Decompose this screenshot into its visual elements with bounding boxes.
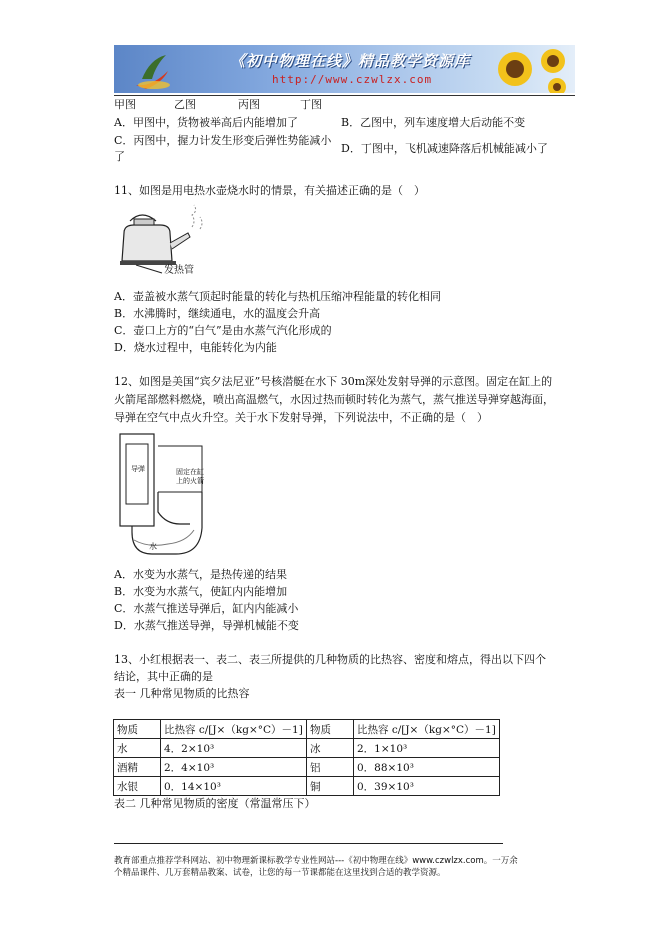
table-cell: 水 — [114, 739, 161, 758]
heating-tube-label: 发热管 — [164, 265, 194, 276]
rocket-label-line2: 上的火箭 — [176, 477, 204, 485]
footer-line1: 教育部重点推荐学科网站、初中物理新课标教学专业性网站---《初中物理在线》www.czwlzx.com。一万余 — [114, 856, 518, 866]
table1-title: 表一 几种常见物质的比热容 — [114, 687, 250, 700]
table-header-cell: 物质 — [307, 720, 354, 739]
banner-url: http://www.czwlzx.com — [272, 73, 433, 86]
submarine-missile-figure — [118, 432, 222, 568]
table-cell: 水银 — [114, 777, 161, 796]
q12-stem-line2: 火箭尾部燃料燃烧，喷出高温燃气，水因过热而顿时转化为蒸气，蒸气推送导弹穿越海面， — [114, 393, 554, 406]
table2-title: 表二 几种常见物质的密度（常温常压下） — [114, 797, 316, 810]
site-logo-icon — [132, 49, 176, 91]
water-label: 水 — [149, 542, 157, 551]
q11-stem: 11、如图是用电热水壶烧水时的情景，有关描述正确的是（ ） — [114, 184, 425, 197]
table-cell: 0．88×10³ — [354, 758, 500, 777]
table-row — [114, 777, 500, 796]
q10-option-c-cont: 了 — [114, 150, 125, 163]
table-cell: 酒精 — [114, 758, 161, 777]
table-cell: 4．2×10³ — [161, 739, 307, 758]
q10-option-b: B．乙图中，列车速度增大后动能不变 — [341, 116, 526, 129]
q10-option-d: D．丁图中，飞机减速降落后机械能减小了 — [341, 142, 548, 155]
banner-title: 《初中物理在线》精品教学资源库 — [230, 52, 471, 70]
table-header-row — [114, 720, 500, 739]
q13-stem-line1: 13、小红根据表一、表二、表三所提供的几种物质的比热容、密度和熔点，得出以下四个 — [114, 653, 546, 666]
q12-option-b: B．水变为水蒸气，使缸内内能增加 — [114, 585, 288, 598]
rocket-label-line1: 固定在缸 — [176, 468, 204, 476]
table-cell: 冰 — [307, 739, 354, 758]
q11-option-d: D．烧水过程中，电能转化为内能 — [114, 341, 277, 354]
missile-label: 导弹 — [131, 465, 145, 473]
fig-label-ding: 丁图 — [300, 98, 322, 111]
q12-stem-line3: 导弹在空气中点火升空。关于水下发射导弹，下列说法中，不正确的是（ ） — [114, 411, 488, 424]
table-cell: 2．4×10³ — [161, 758, 307, 777]
q12-option-a: A．水变为水蒸气，是热传递的结果 — [114, 568, 287, 581]
header-banner — [114, 45, 575, 93]
sunflower-icon — [487, 47, 573, 93]
table-header-cell: 物质 — [114, 720, 161, 739]
header-rule — [114, 95, 575, 96]
q10-option-a: A．甲图中，货物被举高后内能增加了 — [114, 116, 298, 129]
q11-option-c: C．壶口上方的“白气”是由水蒸气汽化形成的 — [114, 324, 332, 337]
table-cell: 0．14×10³ — [161, 777, 307, 796]
q12-option-c: C．水蒸气推送导弹后，缸内内能减小 — [114, 602, 299, 615]
table-header-cell: 比热容 c/[J×（kg×°C）－1] — [161, 720, 307, 739]
q13-stem-line2: 结论，其中正确的是 — [114, 670, 213, 683]
footer — [114, 855, 574, 879]
q11-option-b: B．水沸腾时，继续通电，水的温度会升高 — [114, 307, 321, 320]
table-cell: 铜 — [307, 777, 354, 796]
table-header-cell: 比热容 c/[J×（kg×°C）－1] — [354, 720, 500, 739]
q10-option-c: C．丙图中，握力计发生形变后弹性势能减小 — [114, 134, 332, 147]
table-cell: 2．1×10³ — [354, 739, 500, 758]
table-row — [114, 758, 500, 777]
table-row — [114, 739, 500, 758]
fig-label-yi: 乙图 — [174, 98, 196, 111]
q11-option-a: A．壶盖被水蒸气顶起时能量的转化与热机压缩冲程能量的转化相同 — [114, 290, 441, 303]
table-cell: 0．39×10³ — [354, 777, 500, 796]
table-cell: 铝 — [307, 758, 354, 777]
fig-label-bing: 丙图 — [238, 98, 260, 111]
fig-label-jia: 甲图 — [114, 98, 136, 111]
footer-rule — [114, 843, 503, 844]
footer-line2: 个精品课件、几万套精品教案、试卷，让您的每一节课都能在这里找到合适的教学资源。 — [114, 868, 446, 878]
q12-option-d: D．水蒸气推送导弹，导弹机械能不变 — [114, 619, 299, 632]
specific-heat-table — [113, 719, 500, 796]
q12-stem-line1: 12、如图是美国“宾夕法尼亚”号核潜艇在水下 30m深处发射导弹的示意图。固定在缸上的 — [114, 375, 553, 388]
